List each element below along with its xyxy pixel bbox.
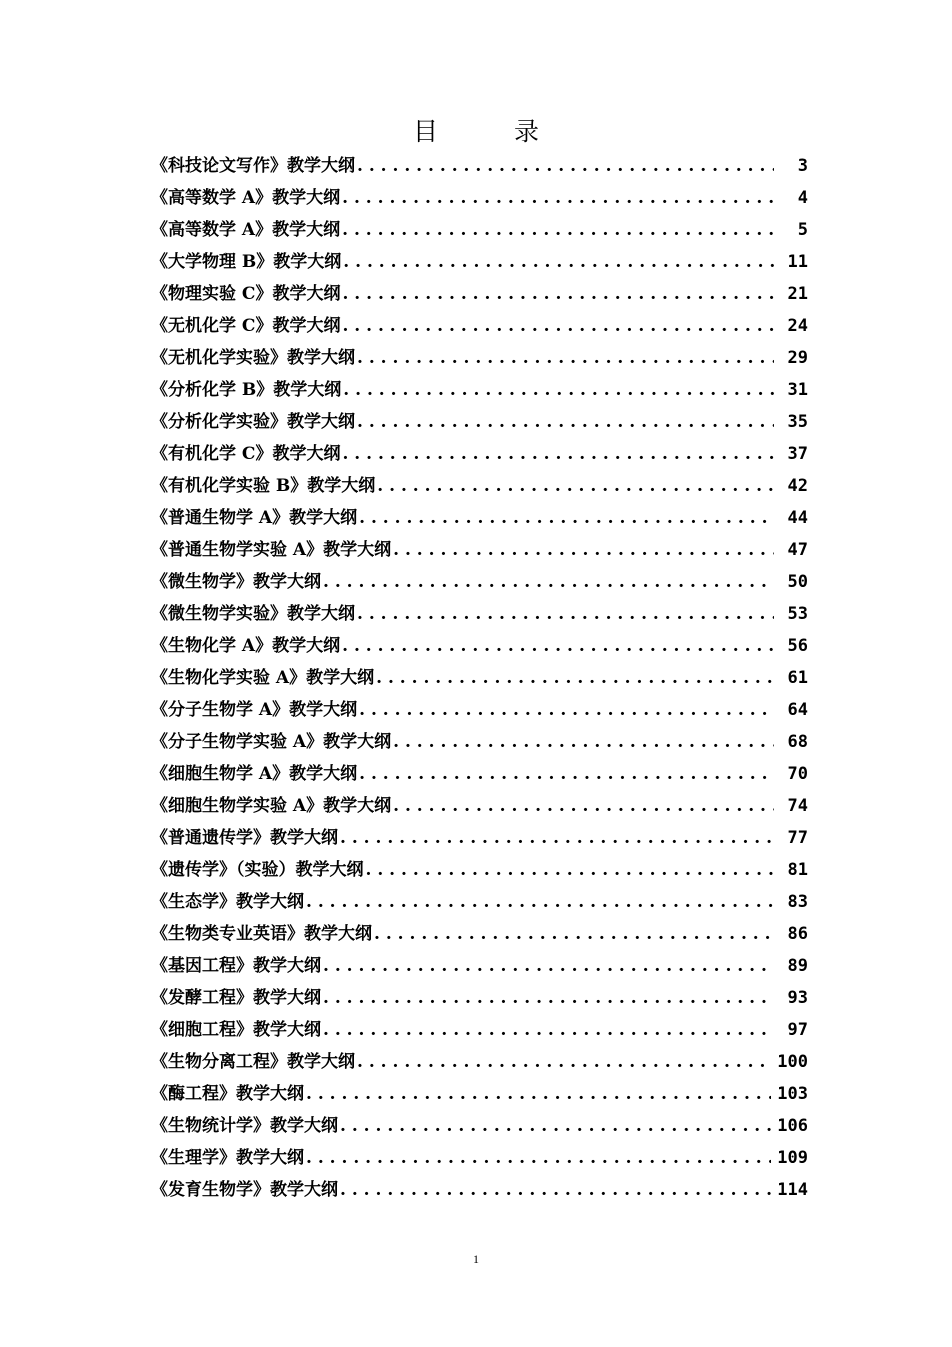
toc-entry-page: 97: [787, 1020, 808, 1040]
toc-title: 目 录: [413, 117, 573, 146]
toc-dot-leader: [343, 374, 774, 406]
toc-entry-label: 《细胞生物学实验 A》教学大纲: [151, 796, 392, 816]
toc-entry-page: 77: [787, 828, 808, 848]
toc-dot-leader: [306, 1142, 771, 1174]
toc-entry[interactable]: [151, 342, 808, 374]
toc-entry-label: 《无机化学 C》教学大纲: [151, 316, 341, 336]
toc-dot-leader: [323, 950, 774, 982]
toc-entry-page: 86: [787, 924, 808, 944]
toc-dot-leader: [357, 406, 774, 438]
toc-dot-leader: [306, 1078, 771, 1110]
toc-dot-leader: [340, 822, 774, 854]
toc-entry-label: 《普通遗传学》教学大纲: [151, 828, 338, 848]
toc-dot-leader: [340, 1110, 771, 1142]
toc-entry[interactable]: [151, 758, 808, 790]
toc-entry[interactable]: [151, 854, 808, 886]
toc-dot-leader: [342, 310, 774, 342]
toc-entry[interactable]: [151, 726, 808, 758]
toc-dot-leader: [357, 598, 774, 630]
toc-dot-leader: [323, 982, 774, 1014]
toc-entry[interactable]: [151, 1110, 808, 1142]
toc-entry-label: 《细胞生物学 A》教学大纲: [151, 764, 358, 784]
toc-entry-page: 64: [787, 700, 808, 720]
toc-entry[interactable]: [151, 310, 808, 342]
toc-entry-label: 《分析化学 B》教学大纲: [151, 380, 342, 400]
toc-entry[interactable]: [151, 918, 808, 950]
toc-entry-page: 93: [787, 988, 808, 1008]
toc-entry-page: 21: [787, 284, 808, 304]
toc-dot-leader: [359, 694, 774, 726]
toc-entry[interactable]: [151, 502, 808, 534]
toc-entry[interactable]: [151, 214, 808, 246]
toc-entry-label: 《酶工程》教学大纲: [151, 1084, 304, 1104]
toc-entry-label: 《大学物理 B》教学大纲: [151, 252, 342, 272]
toc-dot-leader: [377, 470, 774, 502]
toc-dot-leader: [366, 854, 775, 886]
toc-dot-leader: [342, 214, 774, 246]
toc-entry-label: 《高等数学 A》教学大纲: [151, 188, 341, 208]
toc-dot-leader: [342, 182, 774, 214]
toc-entry-label: 《遗传学》（实验）教学大纲: [151, 860, 364, 880]
toc-entry-page: 70: [787, 764, 808, 784]
toc-entry-label: 《分子生物学实验 A》教学大纲: [151, 732, 392, 752]
toc-entry-page: 50: [787, 572, 808, 592]
toc-dot-leader: [357, 1046, 771, 1078]
toc-entry-page: 44: [787, 508, 808, 528]
toc-entry[interactable]: [151, 790, 808, 822]
toc-dot-leader: [359, 758, 774, 790]
toc-entry-label: 《基因工程》教学大纲: [151, 956, 321, 976]
toc-dot-leader: [357, 150, 774, 182]
toc-entry-page: 81: [787, 860, 808, 880]
toc-dot-leader: [306, 886, 774, 918]
toc-entry-page: 89: [787, 956, 808, 976]
toc-list: [151, 150, 808, 1206]
toc-entry[interactable]: [151, 886, 808, 918]
toc-entry-page: 37: [787, 444, 808, 464]
toc-entry-label: 《生物分离工程》教学大纲: [151, 1052, 355, 1072]
toc-entry-label: 《普通生物学实验 A》教学大纲: [151, 540, 392, 560]
toc-entry-label: 《高等数学 A》教学大纲: [151, 220, 341, 240]
toc-entry[interactable]: [151, 822, 808, 854]
toc-entry[interactable]: [151, 470, 808, 502]
toc-entry-page: 31: [787, 380, 808, 400]
toc-entry-label: 《微生物学实验》教学大纲: [151, 604, 355, 624]
toc-entry-label: 《有机化学 C》教学大纲: [151, 444, 341, 464]
toc-entry-page: 74: [787, 796, 808, 816]
toc-entry-label: 《细胞工程》教学大纲: [151, 1020, 321, 1040]
toc-dot-leader: [340, 1174, 771, 1206]
toc-entry[interactable]: [151, 534, 808, 566]
toc-entry-page: 24: [787, 316, 808, 336]
toc-entry-page: 106: [777, 1116, 808, 1136]
toc-entry[interactable]: [151, 1174, 808, 1206]
toc-entry-label: 《普通生物学 A》教学大纲: [151, 508, 358, 528]
toc-entry[interactable]: [151, 662, 808, 694]
toc-dot-leader: [393, 726, 774, 758]
toc-entry-label: 《发酵工程》教学大纲: [151, 988, 321, 1008]
toc-entry[interactable]: [151, 1078, 808, 1110]
toc-entry-page: 42: [787, 476, 808, 496]
toc-dot-leader: [342, 630, 774, 662]
toc-entry-label: 《生物化学实验 A》教学大纲: [151, 668, 375, 688]
toc-entry-label: 《分析化学实验》教学大纲: [151, 412, 355, 432]
toc-entry[interactable]: [151, 374, 808, 406]
toc-entry-page: 100: [777, 1052, 808, 1072]
page-number: 1: [473, 1252, 479, 1266]
toc-dot-leader: [342, 438, 774, 470]
toc-entry-label: 《发育生物学》教学大纲: [151, 1180, 338, 1200]
toc-entry-page: 47: [787, 540, 808, 560]
toc-entry-page: 56: [787, 636, 808, 656]
toc-entry[interactable]: [151, 630, 808, 662]
toc-entry[interactable]: [151, 438, 808, 470]
toc-entry[interactable]: [151, 182, 808, 214]
toc-entry[interactable]: [151, 278, 808, 310]
toc-entry[interactable]: [151, 1014, 808, 1046]
toc-entry-label: 《生物化学 A》教学大纲: [151, 636, 341, 656]
toc-entry-page: 29: [787, 348, 808, 368]
toc-entry[interactable]: [151, 950, 808, 982]
toc-entry-page: 114: [777, 1180, 808, 1200]
toc-dot-leader: [343, 246, 774, 278]
toc-dot-leader: [323, 1014, 774, 1046]
toc-entry-label: 《生态学》教学大纲: [151, 892, 304, 912]
toc-entry[interactable]: [151, 150, 808, 182]
toc-entry[interactable]: [151, 598, 808, 630]
toc-entry-label: 《生理学》教学大纲: [151, 1148, 304, 1168]
toc-dot-leader: [342, 278, 774, 310]
toc-entry-label: 《微生物学》教学大纲: [151, 572, 321, 592]
toc-dot-leader: [376, 662, 774, 694]
toc-dot-leader: [393, 790, 774, 822]
toc-entry[interactable]: [151, 982, 808, 1014]
toc-entry-label: 《生物统计学》教学大纲: [151, 1116, 338, 1136]
toc-dot-leader: [374, 918, 774, 950]
toc-entry-page: 35: [787, 412, 808, 432]
toc-entry-page: 103: [777, 1084, 808, 1104]
toc-dot-leader: [393, 534, 774, 566]
toc-entry[interactable]: [151, 694, 808, 726]
toc-entry[interactable]: [151, 1046, 808, 1078]
toc-dot-leader: [323, 566, 774, 598]
toc-entry-label: 《有机化学实验 B》教学大纲: [151, 476, 376, 496]
toc-dot-leader: [359, 502, 774, 534]
toc-entry-page: 4: [797, 188, 808, 208]
toc-entry-label: 《物理实验 C》教学大纲: [151, 284, 341, 304]
toc-entry-page: 3: [797, 156, 808, 176]
toc-entry-page: 109: [777, 1148, 808, 1168]
toc-entry-page: 11: [787, 252, 808, 272]
toc-entry[interactable]: [151, 246, 808, 278]
toc-entry-page: 68: [787, 732, 808, 752]
toc-entry-page: 83: [787, 892, 808, 912]
toc-entry-label: 《科技论文写作》教学大纲: [151, 156, 355, 176]
toc-entry-page: 61: [787, 668, 808, 688]
toc-entry-label: 《分子生物学 A》教学大纲: [151, 700, 358, 720]
toc-entry[interactable]: [151, 1142, 808, 1174]
toc-entry[interactable]: [151, 406, 808, 438]
toc-entry-page: 5: [797, 220, 808, 240]
toc-entry-label: 《无机化学实验》教学大纲: [151, 348, 355, 368]
toc-entry-label: 《生物类专业英语》教学大纲: [151, 924, 372, 944]
toc-entry[interactable]: [151, 566, 808, 598]
toc-entry-page: 53: [787, 604, 808, 624]
toc-dot-leader: [357, 342, 774, 374]
